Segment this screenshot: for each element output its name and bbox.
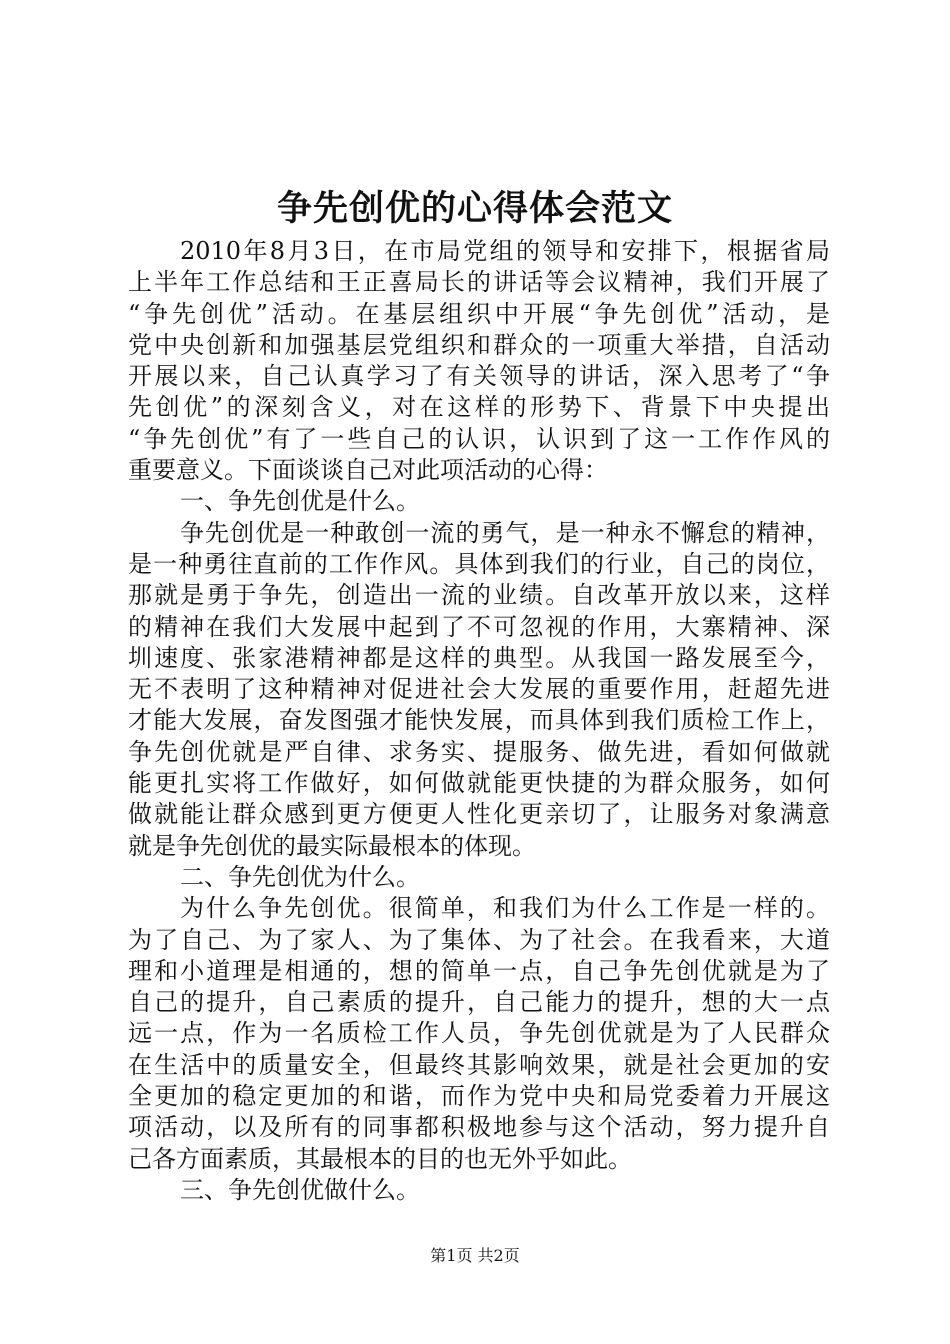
text-line: “争先创优”活动。在基层组织中开展“争先创优”活动，是 xyxy=(128,299,830,328)
text-line: 的精神在我们大发展中起到了不可忽视的作用，大寨精神、深 xyxy=(128,612,830,641)
text-line: 己各方面素质，其最根本的目的也无外乎如此。 xyxy=(128,1144,632,1173)
document-title: 争先创优的心得体会范文 xyxy=(276,188,673,229)
text-line: 才能大发展，奋发图强才能快发展，而具体到我们质检工作上， xyxy=(128,706,830,735)
text-line: 全更加的稳定更加的和谐，而作为党中央和局党委着力开展这 xyxy=(128,1082,830,1111)
text-line: 自己的提升，自己素质的提升，自己能力的提升，想的大一点 xyxy=(128,988,830,1017)
text-line: 2010年8月3日，在市局党组的领导和安排下，根据省局 xyxy=(180,237,830,265)
text-line: 项活动，以及所有的同事都积极地参与这个活动，努力提升自 xyxy=(128,1113,830,1142)
text-line: 圳速度、张家港精神都是这样的典型。从我国一路发展至今， xyxy=(128,643,830,672)
text-line: 做就能让群众感到更方便更人性化更亲切了，让服务对象满意 xyxy=(128,800,830,829)
text-line: 为了自己、为了家人、为了集体、为了社会。在我看来，大道 xyxy=(128,925,830,954)
text-line: 一、争先创优是什么。 xyxy=(180,487,420,516)
text-line: 为什么争先创优。很简单，和我们为什么工作是一样的。 xyxy=(180,894,830,923)
text-line: 远一点，作为一名质检工作人员，争先创优就是为了人民群众 xyxy=(128,1019,830,1048)
text-line: 争先创优就是严自律、求务实、提服务、做先进，看如何做就 xyxy=(128,737,830,766)
page-footer: 第1页 共2页 xyxy=(430,1246,520,1265)
text-line: 争先创优是一种敢创一流的勇气，是一种永不懈怠的精神， xyxy=(180,518,830,547)
text-line: 开展以来，自己认真学习了有关领导的讲话，深入思考了“争 xyxy=(128,362,830,391)
text-line: 那就是勇于争先，创造出一流的业绩。自改革开放以来，这样 xyxy=(128,581,830,610)
text-line: 能更扎实将工作做好，如何做就能更快捷的为群众服务，如何 xyxy=(128,769,830,798)
text-line: 党中央创新和加强基层党组织和群众的一项重大举措，自活动 xyxy=(128,330,830,359)
text-line: 无不表明了这种精神对促进社会大发展的重要作用，赶超先进 xyxy=(128,675,830,704)
text-line: 先创优”的深刻含义，对在这样的形势下、背景下中央提出 xyxy=(128,393,830,422)
text-line: 重要意义。下面谈谈自己对此项活动的心得： xyxy=(128,456,608,485)
text-line: 三、争先创优做什么。 xyxy=(180,1175,420,1204)
text-line: 就是争先创优的最实际最根本的体现。 xyxy=(128,831,536,860)
text-line: “争先创优”有了一些自己的认识，认识到了这一工作作风的 xyxy=(128,424,830,453)
text-line: 理和小道理是相通的，想的简单一点，自己争先创优就是为了 xyxy=(128,956,830,985)
text-line: 在生活中的质量安全，但最终其影响效果，就是社会更加的安 xyxy=(128,1050,830,1079)
text-line: 二、争先创优为什么。 xyxy=(180,862,420,891)
text-line: 上半年工作总结和王正喜局长的讲话等会议精神，我们开展了 xyxy=(128,268,830,297)
text-line: 是一种勇往直前的工作作风。具体到我们的行业，自己的岗位， xyxy=(128,549,830,578)
document-body xyxy=(128,236,830,1206)
